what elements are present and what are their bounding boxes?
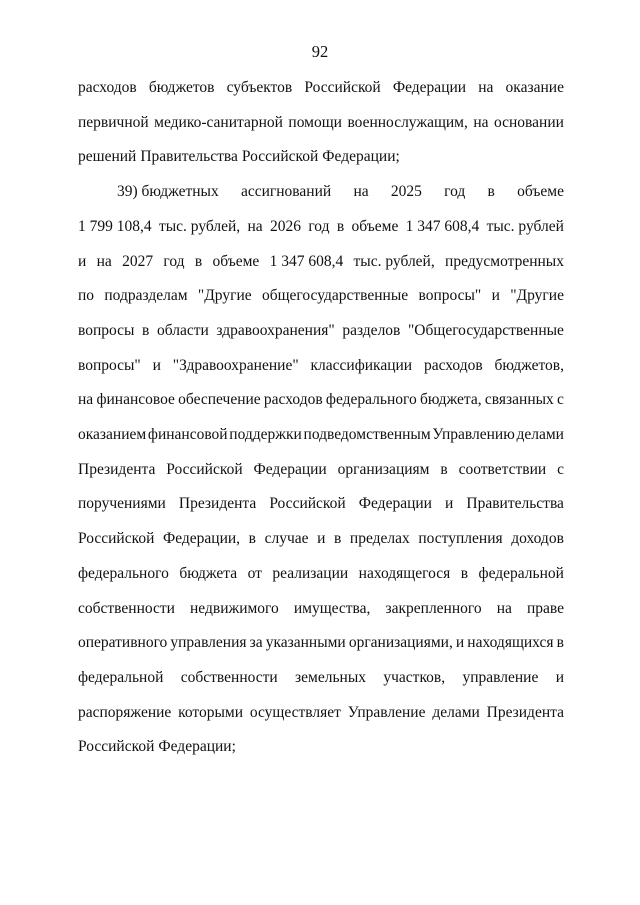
text-word: общегосударственные: [261, 287, 409, 305]
text-word: оперативного: [78, 634, 168, 652]
text-word: "Другие: [197, 287, 252, 305]
text-line: [78, 146, 564, 168]
text-word: с: [557, 391, 564, 409]
text-word: Российской: [241, 148, 319, 166]
text-word: и: [491, 287, 500, 305]
text-word: первичной: [78, 113, 149, 131]
text-word: недвижимого: [190, 599, 279, 617]
text-line: [78, 528, 564, 550]
text-word: Федерации: [253, 460, 327, 478]
text-word: которыми: [178, 703, 244, 721]
text-word: и: [317, 530, 326, 548]
text-word: на: [247, 217, 263, 235]
text-word: делами: [516, 426, 564, 443]
text-word: вопросы": [78, 356, 141, 374]
text-word: поступления: [418, 530, 503, 548]
text-word: в: [248, 530, 256, 548]
text-word: на: [78, 391, 94, 409]
text-word: 2026: [270, 217, 301, 235]
text-word: подразделам: [104, 287, 188, 305]
text-word: в: [194, 252, 203, 270]
text-line: [78, 563, 564, 585]
text-word: в: [333, 530, 342, 548]
text-word: организациями,: [348, 634, 453, 652]
text-word: Федерации,: [162, 530, 241, 548]
text-word: 39) бюджетных: [117, 183, 219, 201]
text-word: управления: [170, 634, 247, 652]
text-word: Федерации: [358, 495, 432, 513]
text-word: основании: [493, 113, 564, 131]
text-word: военнослужащим,: [347, 113, 468, 131]
text-word: Правительства: [466, 495, 564, 513]
text-word: в: [487, 183, 495, 201]
text-word: федерального: [325, 391, 417, 409]
text-word: находящихся: [467, 634, 554, 652]
text-word: подведомственным: [303, 426, 431, 443]
text-word: расходов: [423, 356, 483, 374]
text-word: и: [78, 252, 87, 270]
text-word: распоряжение: [78, 703, 172, 721]
text-word: финансовой: [147, 426, 228, 443]
text-word: на: [473, 113, 489, 131]
text-word: 1 799 108,4: [78, 217, 152, 235]
text-word: объеме: [212, 252, 260, 270]
text-line: [117, 181, 564, 203]
text-word: в: [142, 321, 150, 339]
text-word: объеме: [517, 183, 564, 201]
text-word: "Общегосударственные: [407, 321, 564, 339]
text-word: случае: [264, 530, 309, 548]
text-word: решений: [78, 148, 137, 166]
text-word: 2025: [390, 183, 422, 201]
text-word: федерального: [78, 564, 169, 582]
text-word: федеральной: [78, 668, 164, 686]
text-word: расходов: [263, 391, 323, 409]
text-word: классификации: [310, 356, 413, 374]
text-word: тыс. рублей,: [158, 217, 241, 235]
text-word: год: [163, 252, 185, 270]
text-word: 1 347 608,4: [269, 252, 344, 270]
text-line: [78, 77, 564, 99]
text-word: тыс. рублей: [486, 217, 564, 235]
text-word: участков,: [383, 668, 446, 686]
text-word: по: [78, 287, 95, 305]
text-word: поручениями: [78, 495, 166, 513]
text-word: области: [156, 321, 209, 339]
text-word: пределах: [349, 530, 410, 548]
text-word: предусмотренных: [445, 252, 564, 270]
page-number: 92: [311, 42, 329, 61]
text-line: [78, 285, 564, 307]
text-word: расходов: [78, 79, 137, 96]
text-word: поддержки: [229, 426, 302, 443]
text-word: вопросы": [418, 287, 482, 305]
text-word: собственности: [78, 599, 175, 617]
text-line: [78, 251, 564, 273]
text-word: тыс. рублей,: [353, 252, 435, 270]
text-word: Российской: [78, 530, 155, 548]
text-word: и: [445, 495, 454, 513]
text-word: организациям: [337, 460, 430, 478]
text-word: бюджетов,: [494, 356, 564, 374]
text-line: [78, 389, 564, 411]
text-word: находящегося: [358, 564, 451, 582]
text-word: на: [96, 252, 112, 270]
text-word: разделов: [342, 321, 401, 339]
text-word: год: [444, 183, 466, 201]
text-word: в: [440, 460, 448, 478]
text-word: делами: [432, 703, 480, 721]
text-word: Федерации;: [322, 148, 400, 166]
text-word: соответствии: [458, 460, 547, 478]
text-word: обеспечение: [178, 391, 261, 409]
text-word: на: [353, 183, 369, 201]
text-word: земельных: [295, 668, 367, 686]
text-line: [78, 736, 564, 758]
text-word: от: [247, 564, 262, 582]
text-word: Российской: [166, 460, 243, 478]
text-word: в: [556, 634, 564, 652]
text-word: за: [249, 634, 263, 652]
text-word: субъектов: [226, 79, 293, 96]
text-word: финансовое: [96, 391, 175, 409]
text-line: [78, 112, 564, 134]
text-word: связанных: [484, 391, 554, 409]
text-word: объеме: [351, 217, 399, 235]
text-word: год: [308, 217, 330, 235]
text-word: имущества,: [293, 599, 371, 617]
text-word: Президента: [486, 703, 564, 721]
text-line: [78, 702, 564, 724]
text-word: вопросы: [78, 321, 135, 339]
text-word: 2027: [122, 252, 154, 270]
text-word: Президента: [178, 495, 257, 513]
text-word: бюджетов: [148, 79, 215, 96]
text-word: управление: [462, 668, 539, 686]
text-word: праве: [526, 599, 564, 617]
text-word: Управление: [347, 703, 426, 721]
text-word: оказанием: [78, 426, 147, 443]
text-word: медико-санитарной: [154, 113, 283, 131]
text-word: бюджета,: [419, 391, 482, 409]
text-word: осуществляет: [249, 703, 341, 721]
text-word: на: [478, 79, 494, 96]
text-word: Федерации;: [158, 738, 236, 756]
text-word: Президента: [78, 460, 156, 478]
text-line: [78, 216, 564, 238]
text-word: федеральной: [478, 564, 564, 582]
text-word: здравоохранения": [216, 321, 335, 339]
text-word: Российской: [304, 79, 381, 96]
text-word: оказание: [505, 79, 564, 96]
text-word: закрепленного: [385, 599, 482, 617]
text-word: Российской: [269, 495, 346, 513]
text-word: в: [460, 564, 469, 582]
text-word: указанными: [265, 634, 346, 652]
text-word: 1 347 608,4: [405, 217, 480, 235]
text-line: [78, 459, 564, 481]
text-line: [78, 598, 564, 620]
text-word: с: [557, 460, 564, 478]
text-word: Управлению: [432, 426, 515, 443]
text-line: [78, 632, 564, 654]
text-word: на: [496, 599, 512, 617]
text-word: "Здравоохранение": [172, 356, 299, 374]
text-word: реализации: [272, 564, 349, 582]
text-word: Федерации: [392, 79, 467, 96]
text-line: [78, 493, 564, 515]
text-word: в: [336, 217, 345, 235]
text-word: ассигнований: [240, 183, 332, 201]
text-word: собственности: [180, 668, 278, 686]
text-word: "Другие: [510, 287, 564, 305]
text-word: и: [152, 356, 161, 374]
text-line: [78, 355, 564, 377]
text-line: [78, 424, 564, 446]
text-word: бюджета: [179, 564, 238, 582]
text-word: Российской: [78, 738, 155, 756]
text-word: и: [555, 668, 564, 686]
text-word: доходов: [511, 530, 564, 548]
text-line: [78, 667, 564, 689]
text-line: [78, 320, 564, 342]
text-word: и: [455, 634, 465, 652]
text-word: Правительства: [140, 148, 238, 166]
text-word: помощи: [288, 113, 342, 131]
